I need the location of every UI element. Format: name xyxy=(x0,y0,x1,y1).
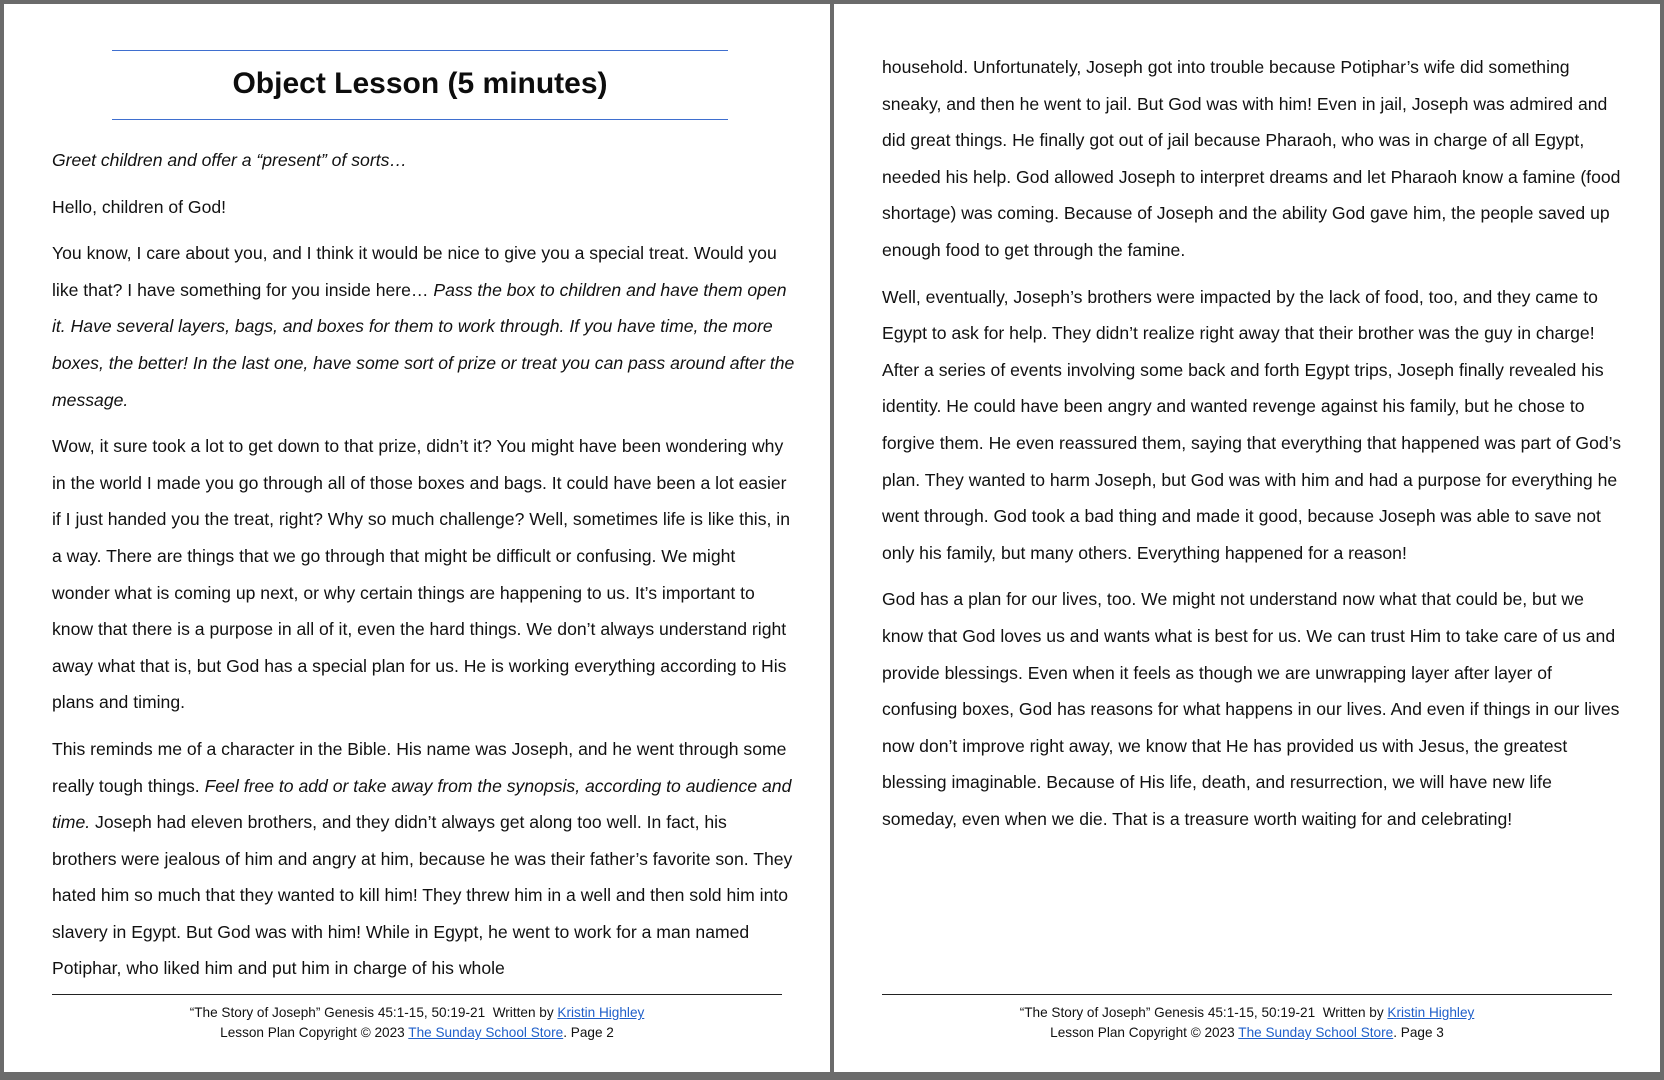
body-paragraph xyxy=(882,49,1626,269)
footer-line-2 xyxy=(882,1023,1612,1043)
footer-rule xyxy=(52,994,782,995)
page-footer xyxy=(882,1003,1612,1043)
paragraph-text: Wow, it sure took a lot to get down to that prize, didn’t it? You might have been wondering why in the world I made you go through all of those boxes and bags. It could have been a lot easier if I just handed you the treat, right? Why so much challenge? Well, sometimes life is like this, in a way. There are things that we go through that might be difficult or confusing. We might wonder what is coming up next, or why certain things are happening to us. It’s important to know that there is a purpose in all of it, even the hard things. We don’t always understand right away what that is, but God has a special plan for us. He is working everything according to His plans and timing. xyxy=(52,436,790,713)
body-paragraph xyxy=(52,142,796,179)
section-heading-block xyxy=(112,50,728,120)
body-paragraph xyxy=(52,189,796,226)
lesson-body-text xyxy=(52,142,796,997)
italic-instruction-text: Feel free to add or take away from the synopsis, according to audience and time. xyxy=(52,775,792,833)
footer-copyright-text: Lesson Plan Copyright © 2023 xyxy=(220,1025,409,1040)
body-paragraph xyxy=(52,235,796,418)
footer-copyright-text: Lesson Plan Copyright © 2023 xyxy=(1050,1025,1239,1040)
author-link[interactable]: Kristin Highley xyxy=(557,1005,645,1020)
store-link[interactable]: The Sunday School Store xyxy=(1238,1025,1394,1040)
heading-bottom-rule xyxy=(112,119,728,120)
footer-title-text: “The Story of Joseph” Genesis 45:1-15, 50:19-21 Written by xyxy=(1019,1005,1388,1020)
body-paragraph xyxy=(882,581,1626,837)
body-paragraph xyxy=(52,428,796,721)
footer-rule xyxy=(882,994,1612,995)
lesson-body-text xyxy=(882,49,1626,847)
document-page-2 xyxy=(4,4,830,1072)
author-link[interactable]: Kristin Highley xyxy=(1387,1005,1475,1020)
body-paragraph xyxy=(882,279,1626,572)
italic-instruction-text: Pass the box to children and have them open it. Have several layers, bags, and boxes for them to work through. If you have time, the more boxes, the better! In the last one, have some sort of prize or treat you can pass around after the message. xyxy=(52,279,795,410)
section-heading: Object Lesson (5 minutes) xyxy=(232,67,608,100)
heading-top-rule xyxy=(112,50,728,51)
paragraph-text: Joseph had eleven brothers, and they didn’t always get along too well. In fact, his brothers were jealous of him and angry at him, because he was their father’s favorite son. They hated him so much that they wanted to kill him! They threw him in a well and then sold him into slavery in Egypt. But God was with him! While in Egypt, he went to work for a man named Potiphar, who liked him and put him in charge of his whole xyxy=(52,812,793,979)
page-number-text: . Page 3 xyxy=(1393,1025,1444,1040)
store-link[interactable]: The Sunday School Store xyxy=(408,1025,564,1040)
footer-line-2 xyxy=(52,1023,782,1043)
paragraph-text: You know, I care about you, and I think it would be nice to give you a special treat. Would you like that? I have something for you inside here… xyxy=(52,243,777,300)
italic-instruction-text: Greet children and offer a “present” of sorts… xyxy=(52,150,407,170)
page-footer xyxy=(52,1003,782,1043)
page-number-text: . Page 2 xyxy=(563,1025,614,1040)
footer-title-text: “The Story of Joseph” Genesis 45:1-15, 50:19-21 Written by xyxy=(189,1005,558,1020)
footer-line-1 xyxy=(882,1003,1612,1023)
footer-line-1 xyxy=(52,1003,782,1023)
paragraph-text: Hello, children of God! xyxy=(52,196,227,217)
paragraph-text: God has a plan for our lives, too. We might not understand now what that could be, but we know that God loves us and wants what is best for us. We can trust Him to take care of us and provide blessings. Even when it feels as though we are unwrapping layer after layer of confusing boxes, God has reasons for what happens in our lives. And even if things in our lives now don’t improve right away, we know that He has provided us with Jesus, the greatest blessing imaginable. Because of His life, death, and resurrection, we will have new life someday, even when we die. That is a treasure worth waiting for and celebrating! xyxy=(882,589,1620,829)
paragraph-text: household. Unfortunately, Joseph got into trouble because Potiphar’s wife did something sneaky, and then he went to jail. But God was with him! Even in jail, Joseph was admired and did great things. He finally got out of jail because Pharaoh, who was in charge of all Egypt, needed his help. God allowed Joseph to interpret dreams and let Pharaoh know a famine (food shortage) was coming. Because of Joseph and the ability God gave him, the people saved up enough food to get through the famine. xyxy=(882,57,1621,260)
paragraph-text: This reminds me of a character in the Bible. His name was Joseph, and he went through some really tough things. xyxy=(52,738,787,796)
document-page-3 xyxy=(834,4,1660,1072)
paragraph-text: Well, eventually, Joseph’s brothers were impacted by the lack of food, too, and they came to Egypt to ask for help. They didn’t realize right away that their brother was the guy in charge! After a series of events involving some back and forth Egypt trips, Joseph finally revealed his identity. He could have been angry and wanted revenge against his family, but he chose to forgive them. He even reassured them, saying that everything that happened was part of God’s plan. They wanted to harm Joseph, but God was with him and had a purpose for everything he went through. God took a bad thing and made it good, because Joseph was able to save not only his family, but many others. Everything happened for a reason! xyxy=(882,286,1622,563)
body-paragraph xyxy=(52,731,796,987)
